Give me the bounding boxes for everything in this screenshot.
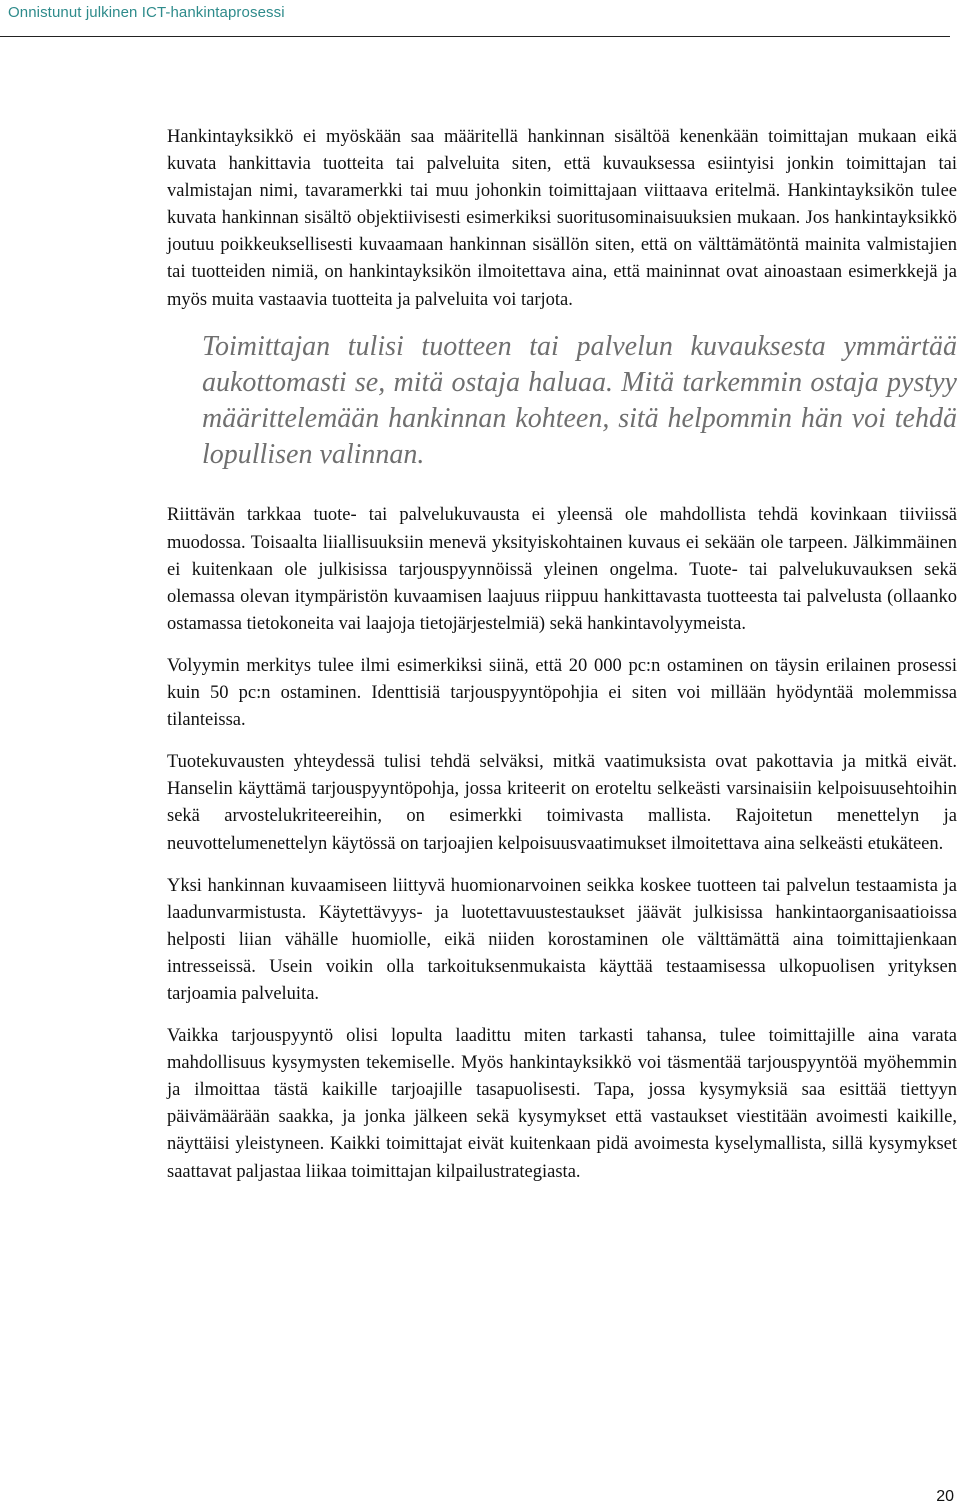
running-header: Onnistunut julkinen ICT-hankintaprosessi [8,4,285,21]
paragraph: Yksi hankinnan kuvaamiseen liittyvä huomionarvoinen seikka koskee tuotteen tai palvelun testaamista ja laadunvarmistusta. Käytettävyys- ja luotettavuustestaukset jäävät julkisissa hankintaorganisaatioissa helposti liian vähälle huomiolle, eikä niiden korostaminen ole välttämättä aina toimittajienkaan intresseissä. Usein voikin olla tarkoituksenmukaista käyttää testaamisessa ulkopuolisen yrityksen tarjoamia palveluita. [167,875,957,1004]
paragraph: Vaikka tarjouspyyntö olisi lopulta laadittu miten tarkasti tahansa, tulee toimittajille aina varata mahdollisuus kysymysten tekemiselle. Myös hankintayksikkö voi täsmentää tarjouspyyntöä myöhemmin ja ilmoittaa tästä kaikille tarjoajille tasapuolisesti. Tapa, jossa kysymyksiä saa esittää tiettyyn päivämäärään saakka, ja jonka jälkeen sekä kysymykset että vastaukset viestitään avoimesti kaikille, näyttäisi yleistyneen. Kaikki toimittajat eivät kuitenkaan pidä avoimesta kyselymallista, sillä kysymykset saattavat paljastaa liikaa toimittajan kilpailustrategiasta. [167,1026,957,1182]
body-text [167,124,957,1201]
header-divider [0,36,950,37]
paragraph: Hankintayksikkö ei myöskään saa määritellä hankinnan sisältöä kenenkään toimittajan mukaan eikä kuvata hankittavia tuotteita tai palveluita siten, että kuvauksessa esiintyisi jonkin toimittajan tai valmistajan nimi, tavaramerkki tai muu johonkin toimittajaan viittaava eritelmä. Hankintayksikön tulee kuvata hankinnan sisältö objektiivisesti esimerkiksi suoritusominaisuuksien mukaan. Jos hankintayksikkö joutuu poikkeuksellisesti kuvaamaan hankinnan sisällön siten, että on välttämätöntä mainita valmistajien tai tuotteiden nimiä, on hankintayksikön ilmoitettava aina, että maininnat ovat ainoastaan esimerkkejä ja myös muita vastaavia tuotteita ja palveluita voi tarjota. [167,127,957,310]
pull-quote: Toimittajan tulisi tuotteen tai palvelun kuvauksesta ymmärtää aukottomasti se, mitä ostaja haluaa. Mitä tarkemmin ostaja pystyy määrittelemään hankinnan kohteen, sitä helpommin hän voi tehdä lopullisen valinnan. [202,330,957,471]
page-number: 20 [936,1488,954,1505]
paragraph: Volyymin merkitys tulee ilmi esimerkiksi siinä, että 20 000 pc:n ostaminen on täysin erilainen prosessi kuin 50 pc:n ostaminen. Identtisiä tarjouspyyntöpohjia ei siten voi millään hyödyntää molemmissa tilanteissa. [167,655,957,731]
paragraph: Tuotekuvausten yhteydessä tulisi tehdä selväksi, mitkä vaatimuksista ovat pakottavia ja mitkä eivät. Hanselin käyttämä tarjouspyyntöpohja, jossa kriteerit on eroteltu selkeästi varsinaisiin kelpoisuusehtoihin sekä arvostelukriteereihin, on esimerkki toimivasta mallista. Rajoitetun menettelyn ja neuvottelumenettelyn käytössä on tarjoajien kelpoisuusvaatimukset ilmoitettava aina selkeästi etukäteen. [167,752,957,854]
paragraph: Riittävän tarkkaa tuote- tai palvelukuvausta ei yleensä ole mahdollista tehdä kovinkaan tiiviissä muodossa. Toisaalta liiallisuuksiin menevä yksityiskohtainen kuvaus ei sekään ole tarpeen. Jälkimmäinen ei kuitenkaan ole julkisissa tarjouspyynnöissä yleinen ongelma. Tuote- tai palvelukuvauksen sekä olemassa olevan itympäristön kuvaamisen laajuus riippuu hankittavasta tuotteesta tai palvelusta (ollaanko ostamassa tietokoneita vai laajoja tietojärjestelmiä) sekä hankintavolyymeista. [167,505,957,634]
